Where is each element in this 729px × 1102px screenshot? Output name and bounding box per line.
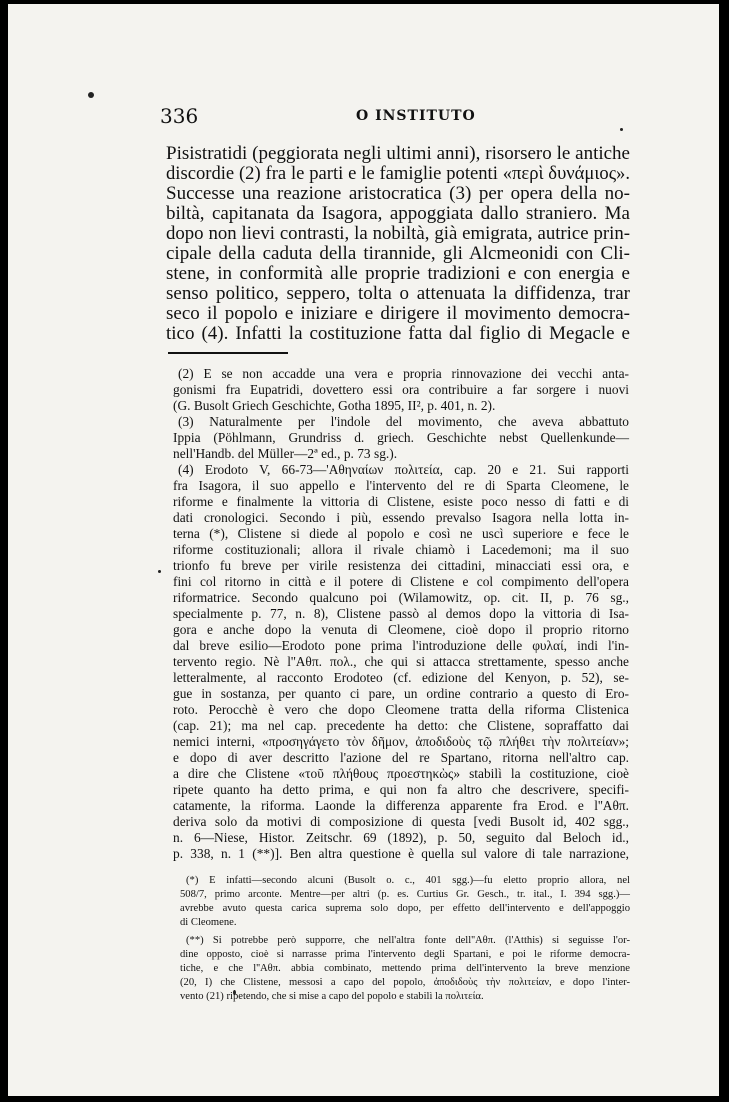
footnote-line: (cap. 21); ma nel cap. precedente ha detto: che Clistene, sopraffatto dai (173, 718, 629, 733)
footnote-line: terna (*), Clistene si diede al popolo e così ne uscì superiore e fece le (173, 526, 629, 541)
subnote-line: dine opposto, cioè si narrasse prima l'intervento degli Spartani, e poi le riforme democra- (180, 949, 630, 960)
body-line: seco il popolo e iniziare e dirigere il movimento democra- (166, 303, 630, 324)
subnote-line: 508/7, primo arconte. Mentre—per altri (p. es. Curtius Gr. Gesch., tr. ital., I. 394 sgg.)— (180, 889, 630, 900)
footnote-line: (4) Erodoto V, 66-73—'Αθηναίων πολιτεία, cap. 20 e 21. Sui rapporti (178, 462, 629, 477)
footnote-line: roto. Perocchè è vero che dopo Cleomene tratta della riforma Clistenica (173, 702, 629, 717)
subnote-line: avrebbe avuto questa carica suprema solo dopo, per effetto dell'intervento e dell'appoggio (180, 903, 630, 914)
footnote-line: fini col ritorno in città e il potere di Clistene e col compimento dell'opera (173, 574, 629, 589)
footnote-line: catamente, la riforma. Laonde la differenza apparente fra Erod. e l''Αθπ. (173, 798, 629, 813)
subnote-line: tiche, e che l''Αθπ. abbia combinato, mettendo prima dell'intervento la breve menzione (180, 963, 630, 974)
footnote-line: letteralmente, al racconto Erodoteo (cf. edizione del Kenyon, p. 52), se- (173, 670, 629, 685)
page-header (160, 106, 630, 126)
body-line: Successe una reazione aristocratica (3) per opera della no- (166, 183, 630, 204)
body-line: dopo non lievi contrasti, la nobiltà, già emigrata, autrice prin- (166, 223, 630, 244)
footnote-line: gora e anche dopo la venuta di Cleomene, cioè dopo il proprio ritorno (173, 622, 629, 637)
footnote-line: nell'Handb. del Müller—2ª ed., p. 73 sg.). (173, 446, 398, 461)
footnote-line: n. 6—Niese, Histor. Zeitschr. 69 (1892), p. 50, seguito dal Beloch id., (173, 830, 629, 845)
footnote-line: riformatrice. Secondo qualcuno poi (Wilamowitz, op. cit. II, p. 76 sg., (173, 590, 629, 605)
footnote-line: ripete quanto ha detto prima, e qui non fa altro che descrivere, specifi- (173, 782, 629, 797)
body-line: Pisistratidi (peggiorata negli ultimi anni), risorsero le antiche (166, 143, 630, 164)
footnote-line: p. 338, n. 1 (**)]. Ben altra questione è quella sul valore di tale narrazione, (173, 846, 629, 861)
footnote-line: specialmente p. 77, n. 8), Clistene passò al demos dopo la vittoria di Isa- (173, 606, 629, 621)
footnote-line: riforme e finalmente la vittoria di Clistene, esiste poco nesso di fatti e di (173, 494, 629, 509)
footnote-line: (2) E se non accadde una vera e propria rinnovazione dei vecchi anta- (178, 366, 629, 381)
footnote-line: nemici interni, «προσηγάγετο τὸν δῆμον, ἀποδιδοὺς τῷ πλήθει τὴν πολιτείαν»; (173, 734, 629, 749)
footnote-line: deriva solo da motivi di composizione di questa [vedi Busolt id, 402 sgg., (173, 814, 629, 829)
book-page (8, 4, 719, 1096)
subnote-line: (20, I) che Clistene, messosi a capo del popolo, ἀποδιδοὺς τὴν πολιτείαν, e dopo l'inter- (180, 977, 630, 988)
page-number: 336 (160, 104, 199, 128)
ink-speck (620, 128, 623, 131)
footnote-line: trionfo fu breve per virile resistenza dei cittadini, minacciati essi ora, e (173, 558, 629, 573)
body-line: biltà, capitanata da Isagora, appoggiata dallo straniero. Ma (166, 203, 630, 224)
footnote-line: dati cronologici. Secondo i più, essendo prevalso Isagora nella lotta in- (173, 510, 629, 525)
body-line: tico (4). Infatti la costituzione fatta dal figlio di Megacle e (166, 323, 630, 344)
subnote-line: vento (21) ripetendo, che si mise a capo del popolo e stabilì la πολιτεία. (180, 991, 484, 1002)
footnote-separator (168, 352, 288, 354)
subnote-line: (*) E infatti—secondo alcuni (Busolt o. c., 401 sgg.)—fu eletto proprio allora, nel (186, 875, 630, 886)
footnote-line: dal breve esilio—Erodoto pone prima l'introduzione delle φυλαί, indi l'in- (173, 638, 629, 653)
ink-speck (88, 92, 94, 98)
footnote-line: fra Isagora, il suo appello e l'intervento del re di Sparta Cleomene, le (173, 478, 629, 493)
footnote-line: e dopo di aver descritto l'azione del re Spartano, ritorna nell'altro cap. (173, 750, 629, 765)
subnote-line: (**) Si potrebbe però supporre, che nell'altra fonte dell''Αθπ. (l'Atthis) si seguisse l'or- (186, 935, 630, 946)
ink-speck (158, 570, 161, 573)
body-line: cipale della caduta della tirannide, gli Alcmeonidi con Cli- (166, 243, 630, 264)
footnote-line: (3) Naturalmente per l'indole del movimento, che aveva abbattuto (178, 414, 629, 429)
running-head: O INSTITUTO (356, 108, 476, 124)
footnote-line: a dire che Clistene «τοῦ πλήθους προεστηκὼς» stabilì la costituzione, cioè (173, 766, 629, 781)
body-line: discordie (2) fra le parti e le famiglie potenti «περὶ δυνάμιος». (166, 163, 630, 184)
footnote-line: Ippia (Pöhlmann, Grundriss d. griech. Geschichte nebst Quellenkunde— (173, 430, 629, 445)
footnote-line: (G. Busolt Griech Geschichte, Gotha 1895, II², p. 401, n. 2). (173, 398, 496, 413)
subnote-line: di Cleomene. (180, 917, 237, 928)
footnote-line: gonismi fra Eupatridi, dovettero essi ora contribuire a far sorgere i nuovi (173, 382, 629, 397)
footnote-line: tervento regio. Nè l''Αθπ. πολ., che qui si attacca strettamente, spesso anche (173, 654, 629, 669)
body-line: stene, in conformità alle proprie tradizioni e con energia e (166, 263, 630, 284)
footnote-line: riforme costituzionali; allora il rivale chiamò i Lacedemoni; ma il suo (173, 542, 629, 557)
body-line: senso politico, seppero, tolta o attenuata la diffidenza, trar (166, 283, 630, 304)
footnote-line: gue in sostanza, per quanto ci pare, un ordine contrario a questo di Ero- (173, 686, 629, 701)
